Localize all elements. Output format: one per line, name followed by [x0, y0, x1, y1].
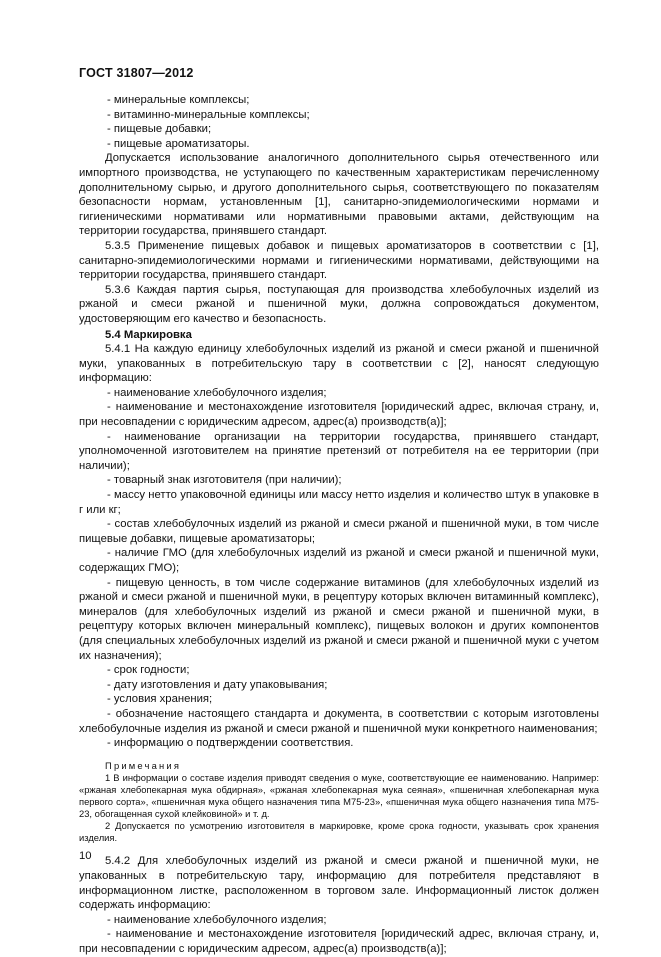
- list-item: - пищевые ароматизаторы.: [107, 137, 250, 150]
- list-item: - минеральные комплексы;: [107, 94, 250, 106]
- clause-5-3-6: 5.3.6 Каждая партия сырья, поступающая для производства хлебобулочных изделий из ржаной и смеси ржаной и пшеничной муки, должна сопровождаться документом, удостоверяющим его качество и безопасность.: [79, 283, 599, 325]
- spacer: [79, 844, 599, 854]
- section-heading: 5.4 Маркировка: [105, 328, 192, 341]
- clause-5-4-1: 5.4.1 На каждую единицу хлебобулочных изделий из ржаной и смеси ржаной и пшеничной муки, упакованных в потребительскую тару в соответствии с [2], наносят следующую информацию:: [79, 343, 599, 385]
- list-item: - наименование и местонахождение изготовителя [юридический адрес, включая страну, и, при несовпадении с юридическим адресом, адрес(а) производств(а)];: [79, 401, 599, 429]
- list-item: - наименование и местонахождение изготовителя [юридический адрес, включая страну, и, при несовпадении с юридическим адресом, адрес(а) производств(а)];: [79, 928, 599, 955]
- list-item: - пищевую ценность, в том числе содержание витаминов (для хлебобулочных изделий из ржаной и смеси ржаной и пшеничной муки, в рецептуру которых включен витаминный комплекс), минералов (для хлебобулочных изделий из ржаной и смеси ржаной и пшеничной муки, в рецептуру которых включен минеральный комплекс), пищевых волокон и других компонентов (для специальных хлебобулочных изделий из ржаной и смеси ржаной и пшеничной муки с учетом их назначения);: [79, 576, 599, 662]
- standard-header: ГОСТ 31807—2012: [79, 66, 194, 80]
- list-item: - наименование хлебобулочного изделия;: [107, 386, 327, 399]
- list-item: - информацию о подтверждении соответствия.: [107, 737, 354, 750]
- list-item: - состав хлебобулочных изделий из ржаной и смеси ржаной и пшеничной муки, в том числе пищевые добавки, пищевые ароматизаторы;: [79, 518, 599, 545]
- note-1: 1 В информации о составе изделия приводят сведения о муке, соответствующие ее наименованию. Например: «ржаная хлебопекарная мука обдирная», «ржаная хлебопекарная мука сеяная», «пшеничная хлебопекарная мука первого сорта», «пшеничная мука общего назначения типа М75-23», «пшеничная мука общего назначения типа М75-23, обогащенная сухой клейковиной» и т. д.: [79, 771, 599, 820]
- list-item: - товарный знак изготовителя (при наличии);: [107, 474, 342, 487]
- list-item: - массу нетто упаковочной единицы или массу нетто изделия и количество штук в упаковке в г или кг;: [79, 489, 599, 516]
- list-item: - пищевые добавки;: [107, 123, 212, 136]
- note-2: 2 Допускается по усмотрению изготовителя в маркировке, кроме срока годности, указывать срок хранения изделия.: [79, 820, 599, 844]
- clause-5-4-2: 5.4.2 Для хлебобулочных изделий из ржаной и смеси ржаной и пшеничной муки, не упакованных в потребительскую тару, информацию для потребителя представляют в информационном листке, расположенном в торговом зале. Информационный листок должен содержать информацию:: [79, 855, 599, 912]
- notes-title: Примечания: [105, 759, 182, 771]
- list-item: - наличие ГМО (для хлебобулочных изделий из ржаной и смеси ржаной и пшеничной муки, содержащих ГМО);: [79, 547, 599, 574]
- list-item: - обозначение настоящего стандарта и документа, в соответствии с которым изготовлены хлебобулочные изделия из ржаной и смеси ржаной и пшеничной муки конкретного наименования;: [79, 707, 599, 735]
- clause-5-3-5: 5.3.5 Применение пищевых добавок и пищевых ароматизаторов в соответствии с [1], санитарно-эпидемиологическими нормами и гигиеническими нормативами, действующими на территории государства, принявшего стандарт.: [79, 239, 599, 282]
- list-item: - срок годности;: [107, 664, 190, 677]
- list-item: - наименование хлебобулочного изделия;: [107, 913, 327, 926]
- paragraph: Допускается использование аналогичного дополнительного сырья отечественного или импортного производства, не уступающего по качественным характеристикам перечисленному дополнительному сырью, и другого дополнительного сырья, соответствующего по показателям безопасности нормам, установленным [1], санитарно-эпидемиологическими нормами и гигиеническими нормативами или нормативными правовыми актами, действующим на территории государства, принявшего стандарт.: [79, 152, 599, 238]
- list-item: - условия хранения;: [107, 693, 213, 706]
- page-number: 10: [79, 850, 92, 862]
- page-body: [79, 93, 599, 957]
- list-item: - витаминно-минеральные комплексы;: [107, 108, 310, 121]
- list-item: - наименование организации на территории государства, принявшего стандарт, уполномоченной изготовителем на принятие претензий от потребителя на ее территории (при наличии);: [79, 430, 599, 472]
- list-item: - дату изготовления и дату упаковывания;: [107, 678, 328, 691]
